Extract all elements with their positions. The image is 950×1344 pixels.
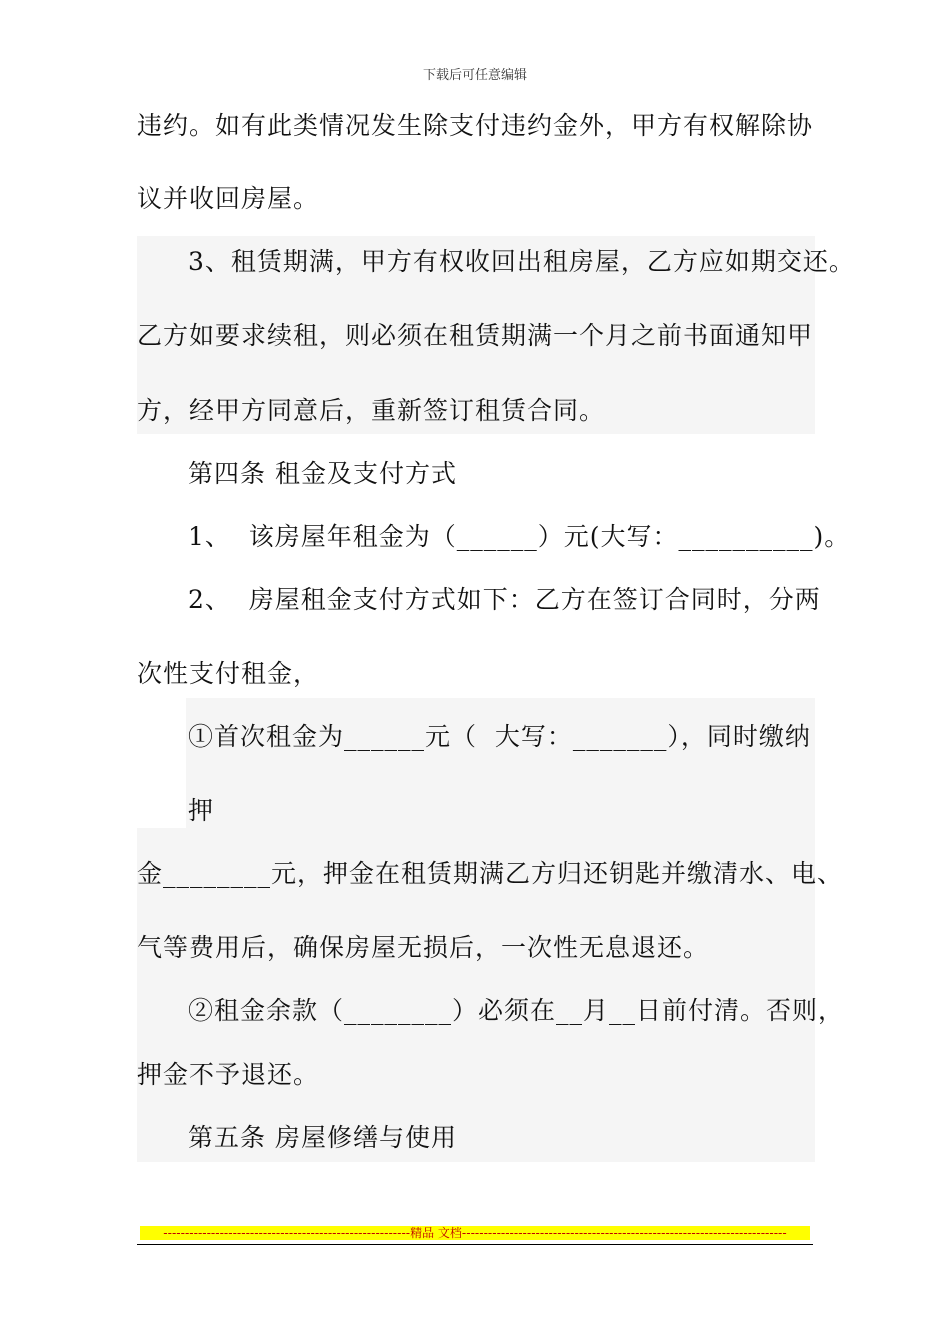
text-line: 押金不予退还。: [137, 1060, 320, 1089]
text-line: 2、 房屋租金支付方式如下：乙方在签订合同时，分两: [188, 585, 821, 614]
text-line: 议并收回房屋。: [137, 184, 320, 213]
text-line: 押: [188, 796, 215, 825]
footer-rule: [137, 1244, 813, 1245]
section-heading: 第五条 房屋修缮与使用: [188, 1123, 457, 1152]
text-line: 3、租赁期满，甲方有权收回出租房屋，乙方应如期交还。: [188, 247, 855, 276]
text-line: ①首次租金为______元（ 大写：_______），同时缴纳: [188, 722, 811, 751]
page-footer: ---------------------------------------------------------精品 文档---------------------------------------------------------------------------: [140, 1226, 810, 1240]
text-line: 方，经甲方同意后，重新签订租赁合同。: [137, 396, 606, 425]
text-line: 1、 该房屋年租金为（______）元(大写：__________)。: [188, 522, 851, 551]
page-header: 下载后可任意编辑: [422, 68, 527, 83]
text-line: 违约。如有此类情况发生除支付违约金外，甲方有权解除协: [137, 111, 814, 140]
text-line: 气等费用后，确保房屋无损后，一次性无息退还。: [137, 933, 710, 962]
text-line: ②租金余款（________）必须在__月__日前付清。否则，: [188, 996, 845, 1025]
text-line: 金________元，押金在租赁期满乙方归还钥匙并缴清水、电、: [137, 859, 844, 888]
paragraph-shading-2: [186, 698, 815, 828]
text-line: 次性支付租金，: [137, 659, 320, 688]
section-heading: 第四条 租金及支付方式: [188, 459, 457, 488]
text-line: 乙方如要求续租，则必须在租赁期满一个月之前书面通知甲: [137, 321, 814, 350]
